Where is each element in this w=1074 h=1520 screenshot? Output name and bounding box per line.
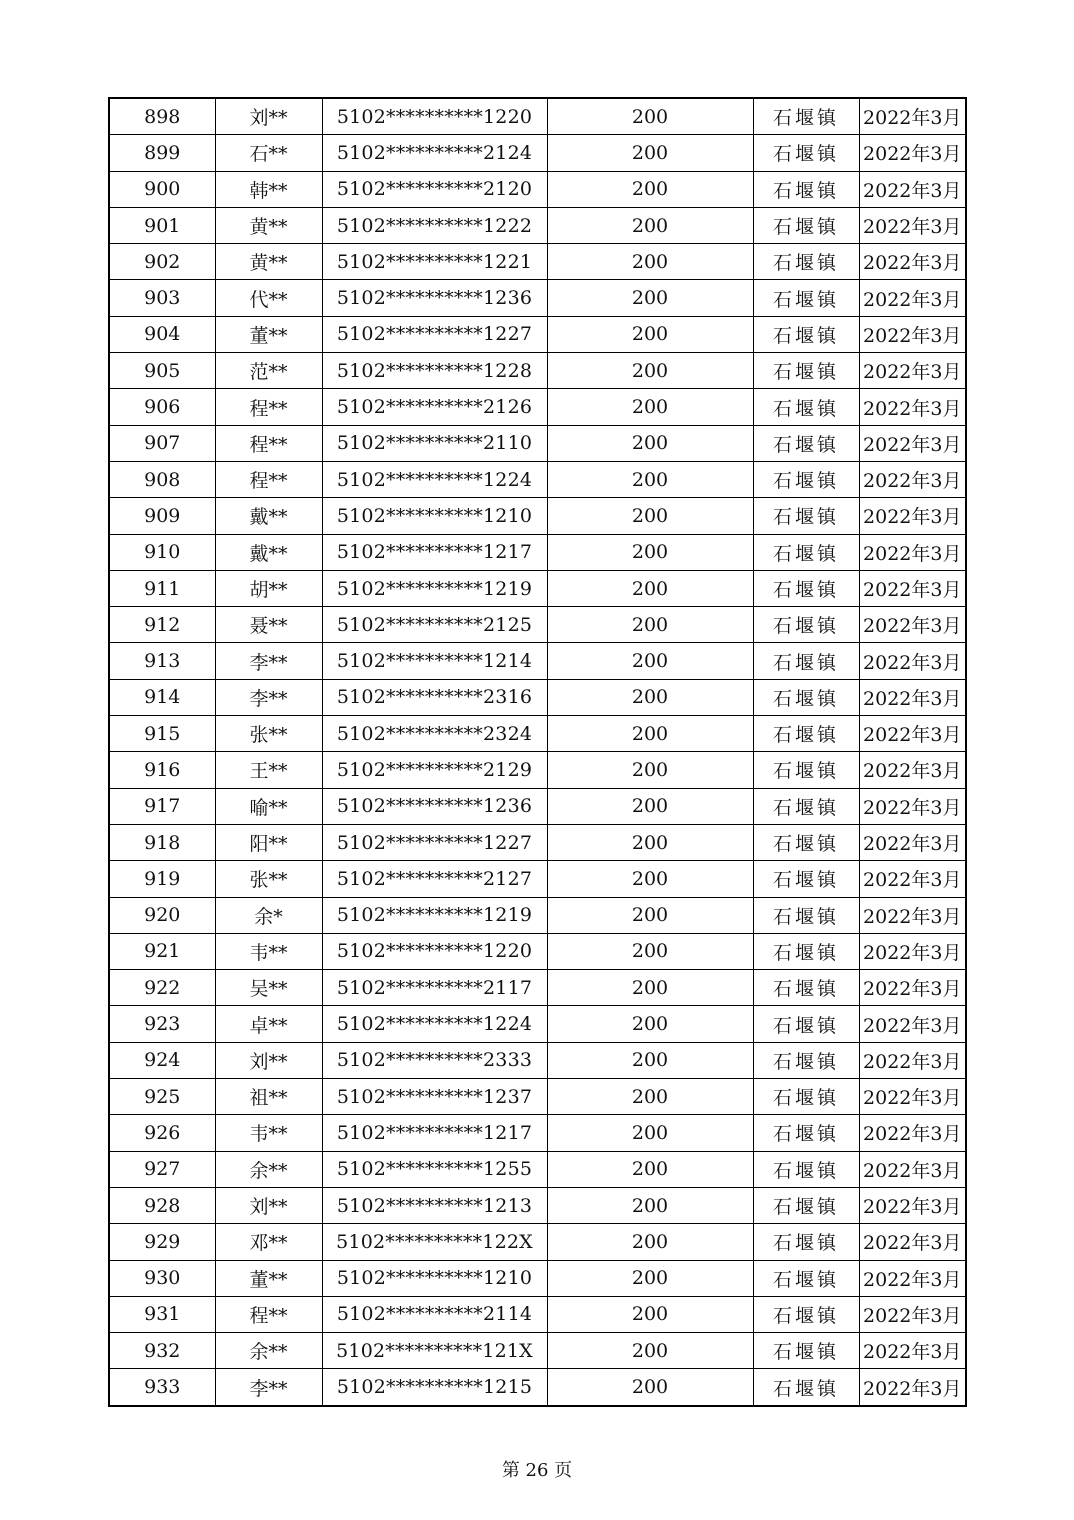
month-cell: 2022年3月 — [859, 98, 966, 135]
name-cell: 董** — [215, 1260, 322, 1296]
amount-cell: 200 — [547, 353, 753, 389]
table-row — [109, 244, 966, 280]
month-cell: 2022年3月 — [859, 1187, 966, 1223]
id-number-cell: 5102**********1228 — [322, 353, 547, 389]
id-number-cell: 5102**********2316 — [322, 679, 547, 715]
amount-cell: 200 — [547, 1260, 753, 1296]
id-number-cell: 5102**********2127 — [322, 861, 547, 897]
table-row — [109, 280, 966, 316]
id-number-cell: 5102**********2126 — [322, 389, 547, 425]
row-number-cell: 911 — [109, 570, 215, 606]
table-row — [109, 1296, 966, 1332]
month-cell: 2022年3月 — [859, 135, 966, 171]
row-number-cell: 904 — [109, 316, 215, 352]
table-row — [109, 643, 966, 679]
name-cell: 程** — [215, 461, 322, 497]
town-cell: 石堰镇 — [753, 280, 859, 316]
table-row — [109, 534, 966, 570]
town-cell: 石堰镇 — [753, 570, 859, 606]
amount-cell: 200 — [547, 98, 753, 135]
table-row — [109, 752, 966, 788]
row-number-cell: 926 — [109, 1115, 215, 1151]
name-cell: 程** — [215, 389, 322, 425]
month-cell: 2022年3月 — [859, 1296, 966, 1332]
month-cell: 2022年3月 — [859, 607, 966, 643]
amount-cell: 200 — [547, 461, 753, 497]
town-cell: 石堰镇 — [753, 824, 859, 860]
month-cell: 2022年3月 — [859, 1369, 966, 1406]
amount-cell: 200 — [547, 1187, 753, 1223]
row-number-cell: 914 — [109, 679, 215, 715]
amount-cell: 200 — [547, 933, 753, 969]
row-number-cell: 913 — [109, 643, 215, 679]
row-number-cell: 909 — [109, 498, 215, 534]
id-number-cell: 5102**********121X — [322, 1333, 547, 1369]
id-number-cell: 5102**********1236 — [322, 280, 547, 316]
id-number-cell: 5102**********2125 — [322, 607, 547, 643]
month-cell: 2022年3月 — [859, 207, 966, 243]
town-cell: 石堰镇 — [753, 135, 859, 171]
roster-table — [108, 97, 967, 1407]
amount-cell: 200 — [547, 716, 753, 752]
amount-cell: 200 — [547, 389, 753, 425]
month-cell: 2022年3月 — [859, 788, 966, 824]
town-cell: 石堰镇 — [753, 1115, 859, 1151]
row-number-cell: 898 — [109, 98, 215, 135]
town-cell: 石堰镇 — [753, 534, 859, 570]
town-cell: 石堰镇 — [753, 1042, 859, 1078]
month-cell: 2022年3月 — [859, 1333, 966, 1369]
id-number-cell: 5102**********1217 — [322, 1115, 547, 1151]
id-number-cell: 5102**********1210 — [322, 498, 547, 534]
table-row — [109, 207, 966, 243]
row-number-cell: 930 — [109, 1260, 215, 1296]
id-number-cell: 5102**********1236 — [322, 788, 547, 824]
name-cell: 代** — [215, 280, 322, 316]
table-row — [109, 135, 966, 171]
name-cell: 张** — [215, 861, 322, 897]
amount-cell: 200 — [547, 135, 753, 171]
name-cell: 李** — [215, 643, 322, 679]
town-cell: 石堰镇 — [753, 1006, 859, 1042]
page-number: 第 26 页 — [501, 1460, 573, 1481]
amount-cell: 200 — [547, 970, 753, 1006]
id-number-cell: 5102**********1215 — [322, 1369, 547, 1406]
name-cell: 祖** — [215, 1079, 322, 1115]
amount-cell: 200 — [547, 280, 753, 316]
town-cell: 石堰镇 — [753, 679, 859, 715]
amount-cell: 200 — [547, 207, 753, 243]
table-row — [109, 1224, 966, 1260]
amount-cell: 200 — [547, 1224, 753, 1260]
row-number-cell: 919 — [109, 861, 215, 897]
row-number-cell: 912 — [109, 607, 215, 643]
row-number-cell: 924 — [109, 1042, 215, 1078]
id-number-cell: 5102**********2333 — [322, 1042, 547, 1078]
row-number-cell: 903 — [109, 280, 215, 316]
town-cell: 石堰镇 — [753, 716, 859, 752]
id-number-cell: 5102**********1219 — [322, 897, 547, 933]
name-cell: 聂** — [215, 607, 322, 643]
id-number-cell: 5102**********2120 — [322, 171, 547, 207]
name-cell: 王** — [215, 752, 322, 788]
month-cell: 2022年3月 — [859, 498, 966, 534]
name-cell: 张** — [215, 716, 322, 752]
town-cell: 石堰镇 — [753, 607, 859, 643]
table-row — [109, 897, 966, 933]
month-cell: 2022年3月 — [859, 425, 966, 461]
amount-cell: 200 — [547, 752, 753, 788]
id-number-cell: 5102**********122X — [322, 1224, 547, 1260]
name-cell: 吴** — [215, 970, 322, 1006]
amount-cell: 200 — [547, 1006, 753, 1042]
table-row — [109, 824, 966, 860]
town-cell: 石堰镇 — [753, 171, 859, 207]
table-row — [109, 425, 966, 461]
id-number-cell: 5102**********2114 — [322, 1296, 547, 1332]
town-cell: 石堰镇 — [753, 1187, 859, 1223]
roster-table-body — [109, 98, 966, 1406]
row-number-cell: 901 — [109, 207, 215, 243]
town-cell: 石堰镇 — [753, 1260, 859, 1296]
month-cell: 2022年3月 — [859, 933, 966, 969]
id-number-cell: 5102**********1220 — [322, 933, 547, 969]
name-cell: 邓** — [215, 1224, 322, 1260]
town-cell: 石堰镇 — [753, 316, 859, 352]
row-number-cell: 931 — [109, 1296, 215, 1332]
month-cell: 2022年3月 — [859, 861, 966, 897]
name-cell: 韩** — [215, 171, 322, 207]
row-number-cell: 910 — [109, 534, 215, 570]
name-cell: 刘** — [215, 1042, 322, 1078]
town-cell: 石堰镇 — [753, 788, 859, 824]
month-cell: 2022年3月 — [859, 570, 966, 606]
table-row — [109, 1042, 966, 1078]
row-number-cell: 920 — [109, 897, 215, 933]
table-row — [109, 933, 966, 969]
month-cell: 2022年3月 — [859, 316, 966, 352]
table-row — [109, 570, 966, 606]
name-cell: 范** — [215, 353, 322, 389]
month-cell: 2022年3月 — [859, 244, 966, 280]
row-number-cell: 925 — [109, 1079, 215, 1115]
month-cell: 2022年3月 — [859, 1042, 966, 1078]
town-cell: 石堰镇 — [753, 643, 859, 679]
town-cell: 石堰镇 — [753, 752, 859, 788]
id-number-cell: 5102**********1227 — [322, 316, 547, 352]
name-cell: 戴** — [215, 498, 322, 534]
month-cell: 2022年3月 — [859, 353, 966, 389]
row-number-cell: 915 — [109, 716, 215, 752]
amount-cell: 200 — [547, 897, 753, 933]
table-row — [109, 316, 966, 352]
table-row — [109, 788, 966, 824]
id-number-cell: 5102**********1217 — [322, 534, 547, 570]
id-number-cell: 5102**********1220 — [322, 98, 547, 135]
amount-cell: 200 — [547, 1115, 753, 1151]
row-number-cell: 927 — [109, 1151, 215, 1187]
table-row — [109, 171, 966, 207]
table-row — [109, 461, 966, 497]
name-cell: 李** — [215, 1369, 322, 1406]
amount-cell: 200 — [547, 498, 753, 534]
row-number-cell: 928 — [109, 1187, 215, 1223]
table-row — [109, 1260, 966, 1296]
month-cell: 2022年3月 — [859, 534, 966, 570]
name-cell: 刘** — [215, 1187, 322, 1223]
table-row — [109, 353, 966, 389]
name-cell: 喻** — [215, 788, 322, 824]
town-cell: 石堰镇 — [753, 1333, 859, 1369]
id-number-cell: 5102**********1227 — [322, 824, 547, 860]
month-cell: 2022年3月 — [859, 1079, 966, 1115]
month-cell: 2022年3月 — [859, 389, 966, 425]
row-number-cell: 929 — [109, 1224, 215, 1260]
name-cell: 黄** — [215, 207, 322, 243]
amount-cell: 200 — [547, 244, 753, 280]
month-cell: 2022年3月 — [859, 679, 966, 715]
row-number-cell: 916 — [109, 752, 215, 788]
table-row — [109, 1333, 966, 1369]
month-cell: 2022年3月 — [859, 643, 966, 679]
town-cell: 石堰镇 — [753, 389, 859, 425]
town-cell: 石堰镇 — [753, 933, 859, 969]
town-cell: 石堰镇 — [753, 461, 859, 497]
amount-cell: 200 — [547, 316, 753, 352]
name-cell: 余* — [215, 897, 322, 933]
id-number-cell: 5102**********2117 — [322, 970, 547, 1006]
month-cell: 2022年3月 — [859, 280, 966, 316]
table-row — [109, 1006, 966, 1042]
amount-cell: 200 — [547, 1079, 753, 1115]
town-cell: 石堰镇 — [753, 207, 859, 243]
town-cell: 石堰镇 — [753, 970, 859, 1006]
id-number-cell: 5102**********1214 — [322, 643, 547, 679]
month-cell: 2022年3月 — [859, 461, 966, 497]
name-cell: 程** — [215, 1296, 322, 1332]
amount-cell: 200 — [547, 534, 753, 570]
id-number-cell: 5102**********1213 — [322, 1187, 547, 1223]
name-cell: 程** — [215, 425, 322, 461]
table-row — [109, 970, 966, 1006]
table-row — [109, 498, 966, 534]
town-cell: 石堰镇 — [753, 897, 859, 933]
town-cell: 石堰镇 — [753, 861, 859, 897]
month-cell: 2022年3月 — [859, 1006, 966, 1042]
row-number-cell: 902 — [109, 244, 215, 280]
table-row — [109, 607, 966, 643]
month-cell: 2022年3月 — [859, 1115, 966, 1151]
id-number-cell: 5102**********1237 — [322, 1079, 547, 1115]
amount-cell: 200 — [547, 788, 753, 824]
town-cell: 石堰镇 — [753, 498, 859, 534]
id-number-cell: 5102**********1255 — [322, 1151, 547, 1187]
town-cell: 石堰镇 — [753, 98, 859, 135]
id-number-cell: 5102**********1224 — [322, 1006, 547, 1042]
town-cell: 石堰镇 — [753, 244, 859, 280]
id-number-cell: 5102**********2129 — [322, 752, 547, 788]
amount-cell: 200 — [547, 824, 753, 860]
name-cell: 黄** — [215, 244, 322, 280]
table-row — [109, 716, 966, 752]
amount-cell: 200 — [547, 1151, 753, 1187]
name-cell: 石** — [215, 135, 322, 171]
id-number-cell: 5102**********1221 — [322, 244, 547, 280]
month-cell: 2022年3月 — [859, 1260, 966, 1296]
row-number-cell: 922 — [109, 970, 215, 1006]
row-number-cell: 917 — [109, 788, 215, 824]
id-number-cell: 5102**********1219 — [322, 570, 547, 606]
amount-cell: 200 — [547, 171, 753, 207]
name-cell: 董** — [215, 316, 322, 352]
month-cell: 2022年3月 — [859, 970, 966, 1006]
table-row — [109, 1151, 966, 1187]
row-number-cell: 918 — [109, 824, 215, 860]
row-number-cell: 900 — [109, 171, 215, 207]
town-cell: 石堰镇 — [753, 1296, 859, 1332]
name-cell: 韦** — [215, 1115, 322, 1151]
row-number-cell: 933 — [109, 1369, 215, 1406]
row-number-cell: 921 — [109, 933, 215, 969]
table-row — [109, 1115, 966, 1151]
month-cell: 2022年3月 — [859, 897, 966, 933]
amount-cell: 200 — [547, 1042, 753, 1078]
month-cell: 2022年3月 — [859, 824, 966, 860]
month-cell: 2022年3月 — [859, 171, 966, 207]
row-number-cell: 907 — [109, 425, 215, 461]
table-row — [109, 1187, 966, 1223]
id-number-cell: 5102**********2124 — [322, 135, 547, 171]
name-cell: 韦** — [215, 933, 322, 969]
amount-cell: 200 — [547, 570, 753, 606]
town-cell: 石堰镇 — [753, 1224, 859, 1260]
id-number-cell: 5102**********1222 — [322, 207, 547, 243]
town-cell: 石堰镇 — [753, 425, 859, 461]
amount-cell: 200 — [547, 607, 753, 643]
amount-cell: 200 — [547, 861, 753, 897]
amount-cell: 200 — [547, 425, 753, 461]
id-number-cell: 5102**********2110 — [322, 425, 547, 461]
town-cell: 石堰镇 — [753, 1151, 859, 1187]
table-row — [109, 98, 966, 135]
table-row — [109, 1369, 966, 1406]
amount-cell: 200 — [547, 1333, 753, 1369]
name-cell: 戴** — [215, 534, 322, 570]
amount-cell: 200 — [547, 643, 753, 679]
table-row — [109, 1079, 966, 1115]
table-row — [109, 861, 966, 897]
amount-cell: 200 — [547, 1296, 753, 1332]
month-cell: 2022年3月 — [859, 716, 966, 752]
name-cell: 余** — [215, 1151, 322, 1187]
amount-cell: 200 — [547, 679, 753, 715]
id-number-cell: 5102**********2324 — [322, 716, 547, 752]
town-cell: 石堰镇 — [753, 1079, 859, 1115]
month-cell: 2022年3月 — [859, 1224, 966, 1260]
town-cell: 石堰镇 — [753, 353, 859, 389]
name-cell: 余** — [215, 1333, 322, 1369]
row-number-cell: 905 — [109, 353, 215, 389]
table-row — [109, 679, 966, 715]
row-number-cell: 906 — [109, 389, 215, 425]
amount-cell: 200 — [547, 1369, 753, 1406]
table-row — [109, 389, 966, 425]
town-cell: 石堰镇 — [753, 1369, 859, 1406]
id-number-cell: 5102**********1224 — [322, 461, 547, 497]
id-number-cell: 5102**********1210 — [322, 1260, 547, 1296]
row-number-cell: 923 — [109, 1006, 215, 1042]
month-cell: 2022年3月 — [859, 752, 966, 788]
month-cell: 2022年3月 — [859, 1151, 966, 1187]
name-cell: 刘** — [215, 98, 322, 135]
row-number-cell: 908 — [109, 461, 215, 497]
row-number-cell: 932 — [109, 1333, 215, 1369]
name-cell: 胡** — [215, 570, 322, 606]
name-cell: 卓** — [215, 1006, 322, 1042]
name-cell: 阳** — [215, 824, 322, 860]
name-cell: 李** — [215, 679, 322, 715]
row-number-cell: 899 — [109, 135, 215, 171]
